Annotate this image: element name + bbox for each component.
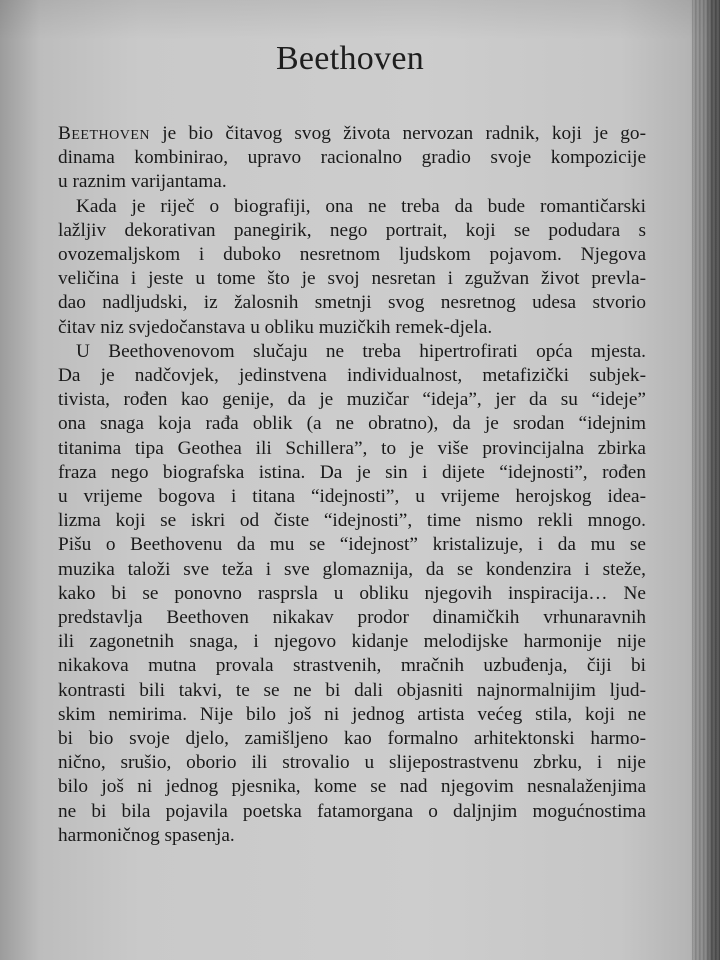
text-line — [58, 654, 646, 678]
text-line-content: ovozemaljskom i duboko nesretnom ljudskom pojavom. Njegova — [58, 244, 646, 266]
page-shadow — [0, 0, 720, 40]
text-line — [58, 243, 646, 267]
text-line-content: kako bi se ponovno rasprsla u obliku njegovih inspiracija… Ne — [58, 582, 646, 604]
text-line-content: lizma koji se iskri od čiste “idejnosti”, time nismo rekli mnogo. — [58, 510, 646, 532]
text-line — [58, 146, 646, 170]
text-line-content: Kada je riječ o biografiji, ona ne treba da bude romantičarski — [76, 195, 646, 217]
page-title: Beethoven — [275, 40, 425, 77]
text-line-content: Da je nadčovjek, jedinstvena individualnost, metafizički subjek- — [58, 365, 646, 387]
text-line-content: veličina i jeste u tome što je svoj nesretan i zgužvan život prevla- — [58, 268, 646, 290]
text-line — [58, 461, 646, 485]
text-line — [58, 267, 646, 291]
text-line-content: kontrasti bili takvi, te se ne bi dali objasniti najnormalnijim ljud- — [58, 679, 646, 701]
text-line — [58, 195, 646, 219]
text-line — [58, 291, 646, 315]
text-line — [58, 824, 646, 848]
text-line-content: dinama kombinirao, upravo racionalno gradio svoje kompozicije — [58, 147, 646, 169]
text-line-content: lažljiv dekorativan panegirik, nego portrait, koji se podudara s — [58, 219, 646, 241]
text-line-content: U Beethovenovom slučaju ne treba hipertrofirati opća mjesta. — [76, 340, 646, 362]
text-line — [58, 364, 646, 388]
text-line-content: bilo još ni jednog pjesnika, kome se nad njegovim nesnalaženjima — [58, 776, 646, 798]
text-line-content: predstavlja Beethoven nikakav prodor dinamičkih vrhunaravnih — [58, 607, 646, 629]
text-line-content: harmoničnog spasenja. — [58, 824, 235, 846]
text-line-content: u raznim varijantama. — [58, 171, 227, 193]
text-line — [58, 751, 646, 775]
text-line — [58, 485, 646, 509]
text-line-content: ne bi bila pojavila poetska fatamorgana o daljnjim mogućnostima — [58, 800, 646, 822]
text-line-content: ona snaga koja rađa oblik (a ne obratno), da je srodan “idejnim — [58, 413, 646, 435]
text-line-content: nično, srušio, oborio ili strovalio u slijepostrastvenu zbrku, i nije — [58, 752, 646, 774]
text-line — [58, 533, 646, 557]
page-edge — [692, 0, 720, 960]
text-line — [58, 582, 646, 606]
text-line — [58, 388, 646, 412]
text-line-content: ili zagonetnih snaga, i njegovo kidanje melodijske harmonije nije — [58, 631, 646, 653]
body-text — [58, 122, 646, 848]
text-line — [58, 679, 646, 703]
text-line — [58, 509, 646, 533]
text-line — [58, 122, 646, 146]
text-line-content: u vrijeme bogova i titana “idejnosti”, u vrijeme herojskog idea- — [58, 486, 646, 508]
text-line-content: je bio čitavog svog života nervozan radnik, koji je go- — [150, 123, 646, 144]
text-line — [58, 800, 646, 824]
text-line — [58, 170, 646, 194]
text-line — [58, 630, 646, 654]
text-line-content: dao nadljudski, iz žalosnih smetnji svog nesretnog udesa stvorio — [58, 292, 646, 314]
text-line-content: titanima tipa Geothea ili Schillera”, to je više provincijalna zbirka — [58, 437, 646, 459]
text-line — [58, 437, 646, 461]
text-line-content: skim nemirima. Nije bilo još ni jednog artista većeg stila, koji ne — [58, 703, 646, 725]
text-line-content: bi bio svoje djelo, zamišljeno kao formalno arhitektonski harmo- — [58, 728, 646, 750]
text-line — [58, 558, 646, 582]
opening-name: Beethoven — [58, 123, 151, 144]
text-line-content: tivista, rođen kao genije, da je muzičar “ideja”, jer da su “ideje” — [58, 389, 646, 411]
text-line-content: čitav niz svjedočanstava u obliku muzičkih remek-djela. — [58, 316, 493, 338]
text-line — [58, 775, 646, 799]
text-line — [58, 703, 646, 727]
text-line — [58, 412, 646, 436]
text-line — [58, 340, 646, 364]
text-line-content: nikakova mutna provala strastvenih, mračnih uzbuđenja, čiji bi — [58, 655, 646, 677]
text-line — [58, 316, 646, 340]
text-line-content: fraza nego biografska istina. Da je sin i dijete “idejnosti”, rođen — [58, 461, 646, 483]
text-line-content: muzika taloži sve teža i sve glomaznija, da se kondenzira i steže, — [58, 558, 646, 580]
text-line-content: Pišu o Beethovenu da mu se “idejnost” kristalizuje, i da mu se — [58, 534, 646, 556]
text-line — [58, 727, 646, 751]
text-line — [58, 606, 646, 630]
text-line — [58, 219, 646, 243]
